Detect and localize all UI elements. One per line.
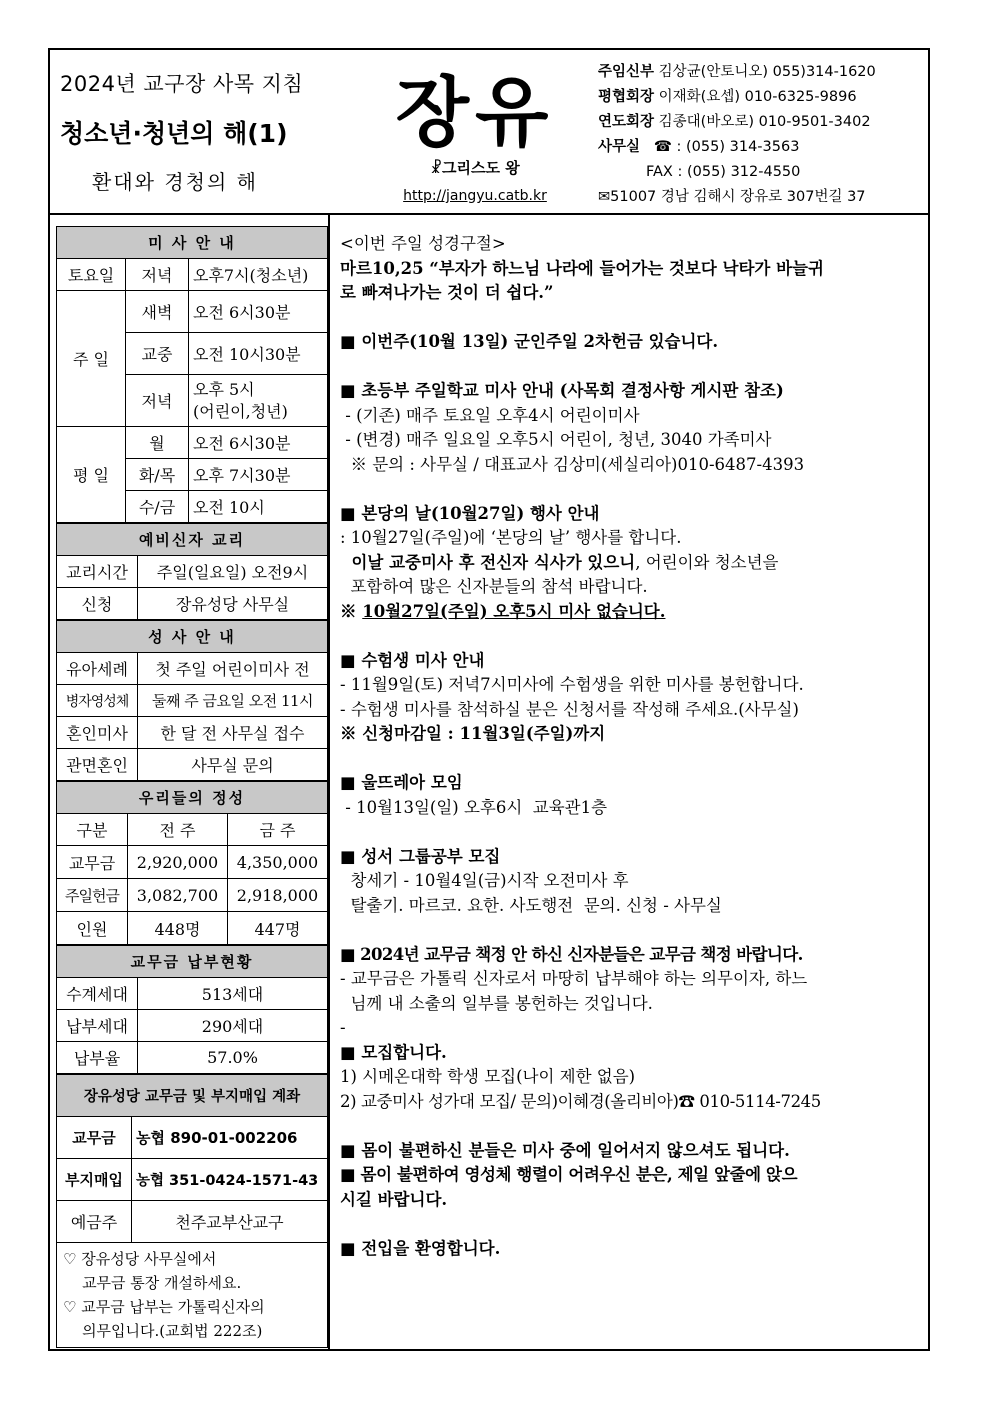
notice-line: ※ 문의 : 사무실 / 대표교사 김상미(세실리아)010-6487-4393 xyxy=(340,454,805,474)
weekday-tue-thu-detail: 오후 7시30분 xyxy=(189,459,328,491)
offering-prev: 448명 xyxy=(128,912,228,945)
sacrament-label: 관면혼인 xyxy=(57,749,138,781)
offering-curr: 447명 xyxy=(228,912,328,945)
notice-communion: ■ 몸이 불편하여 영성체 행렬이 어려우신 분은, 제일 앞줄에 앉으 xyxy=(340,1165,798,1184)
catechism-table xyxy=(56,523,328,620)
notice-welcome: ■ 전입을 환영합니다. xyxy=(340,1238,501,1258)
sacrament-value: 둘째 주 금요일 오전 11시 xyxy=(138,685,328,717)
weekday-wed-fri-detail: 오전 10시 xyxy=(189,491,328,523)
weekday-mon: 월 xyxy=(126,427,189,459)
saturday-time: 저녁 xyxy=(126,259,189,291)
offering-row-label: 인원 xyxy=(57,912,128,945)
sacraments-title: 성 사 안 내 xyxy=(57,621,328,653)
header-left xyxy=(50,50,350,213)
sacraments-table xyxy=(56,620,328,781)
saturday-label: 토요일 xyxy=(57,259,126,291)
contact-council: 평협회장 이재화(요셉) 010-6325-9896 xyxy=(598,89,857,105)
account-label: 부지매입 xyxy=(57,1159,132,1201)
offering-header: 금 주 xyxy=(228,814,328,846)
notice-line: 님께 내 소출의 일부를 봉헌하는 것입니다. xyxy=(340,993,653,1013)
notice-line: - 11월9일(토) 저녁7시미사에 수험생을 위한 미사를 봉헌합니다. xyxy=(340,675,804,694)
contact-prayer: 연도회장 김종대(바오로) 010-9501-3402 xyxy=(598,114,871,130)
announcements xyxy=(340,232,930,1261)
gospel-title: <이번 주일 성경구절> xyxy=(340,234,506,253)
account-number: 농협 351-0424-1571-43 xyxy=(132,1159,328,1201)
sacrament-label: 병자영성체 xyxy=(57,685,138,717)
contact-address: ✉51007 경남 김해시 장유로 307번길 37 xyxy=(598,189,866,205)
notice-recruit-title: ■ 모집합니다. xyxy=(340,1042,447,1062)
notice-exam-mass-title: ■ 수험생 미사 안내 xyxy=(340,650,485,670)
sacrament-value: 한 달 전 사무실 접수 xyxy=(138,717,328,749)
dues-value: 57.0% xyxy=(138,1042,328,1074)
catechism-apply-value: 장유성당 사무실 xyxy=(138,588,328,620)
diocese-guideline: 2024년 교구장 사목 지침 xyxy=(60,72,304,96)
dues-value: 513세대 xyxy=(138,978,328,1010)
note-line: 의무입니다.(교회법 222조) xyxy=(63,1322,263,1340)
note-line: 교무금 통장 개설하세요. xyxy=(63,1274,242,1292)
dues-title: 교무금 납부현황 xyxy=(57,946,328,978)
account-label: 교무금 xyxy=(57,1117,132,1159)
notice-dues-title: ■ 2024년 교무금 책정 안 하신 신자분들은 교무금 책정 바랍니다. xyxy=(340,944,803,964)
notice-line: - xyxy=(340,1018,346,1037)
account-number: 농협 890-01-002206 xyxy=(132,1117,328,1159)
sacrament-label: 혼인미사 xyxy=(57,717,138,749)
bulletin-frame xyxy=(48,48,930,1351)
notice-sunday-school-title: ■ 초등부 주일학교 미사 안내 (사목회 결정사항 게시판 참조) xyxy=(340,381,784,400)
sacrament-label: 유아세례 xyxy=(57,653,138,685)
catechism-apply-label: 신청 xyxy=(57,588,138,620)
sacrament-value: 첫 주일 어린이미사 전 xyxy=(138,653,328,685)
dues-label: 수계세대 xyxy=(57,978,138,1010)
contact-fax: FAX : (055) 312-4550 xyxy=(646,164,801,180)
notice-line: 포함하여 많은 신자분들의 참석 바랍니다. xyxy=(340,577,648,596)
notice-line: - 교무금은 가톨릭 신자로서 마땅히 납부해야 하는 의무이자, 하느 xyxy=(340,969,808,988)
column-divider xyxy=(328,215,330,1351)
dues-value: 290세대 xyxy=(138,1010,328,1042)
contact-office: 사무실 ☎ : (055) 314-3563 xyxy=(598,139,800,155)
notice-line: - (변경) 매주 일요일 오후5시 어린이, 청년, 3040 가족미사 xyxy=(340,430,772,449)
gospel-text-line: 로 빠져나가는 것이 더 쉽다.” xyxy=(340,283,554,302)
notice-no-mass: ※ 10월27일(주일) 오후5시 미사 없습니다. xyxy=(340,601,666,621)
offering-row-label: 교무금 xyxy=(57,846,128,879)
sunday-evening: 저녁 xyxy=(126,375,189,427)
offering-prev: 3,082,700 xyxy=(128,879,228,912)
offering-title: 우리들의 정성 xyxy=(57,782,328,814)
notice-line: 이날 교중미사 후 전신자 식사가 있으니, 어린이와 청소년을 xyxy=(340,552,779,572)
offering-header: 구분 xyxy=(57,814,128,846)
catechism-time-label: 교리시간 xyxy=(57,556,138,588)
note-line: ♡ 장유성당 사무실에서 xyxy=(63,1250,217,1268)
saturday-detail: 오후7시(청소년) xyxy=(189,259,328,291)
notice-2nd-collection: ■ 이번주(10월 13일) 군인주일 2차헌금 있습니다. xyxy=(340,332,719,351)
notice-line: 탈출기. 마르코. 요한. 사도행전 문의. 신청 - 사무실 xyxy=(340,895,722,915)
contact-pastor: 주임신부 김상균(안토니오) 055)314-1620 xyxy=(598,64,876,80)
catechism-time-value: 주일(일요일) 오전9시 xyxy=(138,556,328,588)
header-center xyxy=(350,50,600,213)
catechism-title: 예비신자 교리 xyxy=(57,524,328,556)
notice-deadline: ※ 신청마감일 : 11월3일(주일)까지 xyxy=(340,724,606,743)
liturgical-day: ☧그리스도 왕 xyxy=(430,159,520,177)
sidebar-table xyxy=(56,226,328,523)
offering-header: 전 주 xyxy=(128,814,228,846)
notice-parish-day-title: ■ 본당의 날(10월27일) 행사 안내 xyxy=(340,503,600,523)
weekday-tue-thu: 화/목 xyxy=(126,459,189,491)
notice-bible-study-title: ■ 성서 그룹공부 모집 xyxy=(340,846,501,866)
contact-info xyxy=(598,60,928,210)
sunday-dawn-detail: 오전 6시30분 xyxy=(189,291,328,333)
year-subtheme: 환대와 경청의 해 xyxy=(92,170,258,194)
notice-seated: ■ 몸이 불편하신 분들은 미사 중에 일어서지 않으셔도 됩니다. xyxy=(340,1140,790,1160)
offering-row-label: 주일헌금 xyxy=(57,879,128,912)
note-line: ♡ 교무금 납부는 가톨릭신자의 xyxy=(63,1298,265,1316)
account-table xyxy=(56,1074,328,1243)
sunday-main: 교중 xyxy=(126,333,189,375)
notice-line: 2) 교중미사 성가대 모집/ 문의)이혜경(올리비아)☎ 010-5114-7245 xyxy=(340,1091,821,1111)
notice-line: - 수험생 미사를 참석하실 분은 신청서를 작성해 주세요.(사무실) xyxy=(340,699,799,719)
notice-line: : 10월27일(주일)에 ‘본당의 날’ 행사를 합니다. xyxy=(340,528,682,547)
notice-communion-cont: 시길 바랍니다. xyxy=(340,1189,448,1209)
website-link[interactable]: http://jangyu.catb.kr xyxy=(403,188,547,204)
notice-line: - (기존) 매주 토요일 오후4시 어린이미사 xyxy=(340,405,640,425)
year-theme: 청소년·청년의 해(1) xyxy=(60,119,288,148)
weekday-label: 평 일 xyxy=(57,427,126,523)
header xyxy=(50,50,928,215)
account-holder: 천주교부산교구 xyxy=(132,1201,328,1243)
mass-guide-title: 미 사 안 내 xyxy=(57,227,328,259)
bulletin-title: 장유 xyxy=(395,68,555,157)
sacrament-value: 사무실 문의 xyxy=(138,749,328,781)
offering-curr: 4,350,000 xyxy=(228,846,328,879)
dues-label: 납부율 xyxy=(57,1042,138,1074)
dues-table xyxy=(56,945,328,1074)
weekday-mon-detail: 오전 6시30분 xyxy=(189,427,328,459)
account-title: 장유성당 교무금 및 부지매입 계좌 xyxy=(57,1075,328,1117)
weekday-wed-fri: 수/금 xyxy=(126,491,189,523)
offering-table xyxy=(56,781,328,945)
sidebar-notes xyxy=(56,1243,328,1348)
notice-ultreya-title: ■ 울뜨레아 모임 xyxy=(340,773,463,792)
notice-line: 창세기 - 10월4일(금)시작 오전미사 후 xyxy=(340,871,629,890)
offering-curr: 2,918,000 xyxy=(228,879,328,912)
notice-line: 1) 시메온대학 학생 모집(나이 제한 없음) xyxy=(340,1067,636,1086)
dues-label: 납부세대 xyxy=(57,1010,138,1042)
notice-line: - 10월13일(일) 오후6시 교육관1층 xyxy=(340,797,608,817)
offering-prev: 2,920,000 xyxy=(128,846,228,879)
sidebar xyxy=(56,226,328,1348)
gospel-text-line: 마르10,25 “부자가 하느님 나라에 들어가는 것보다 낙타가 바늘귀 xyxy=(340,258,824,278)
account-holder-label: 예금주 xyxy=(57,1201,132,1243)
sunday-dawn: 새벽 xyxy=(126,291,189,333)
sunday-main-detail: 오전 10시30분 xyxy=(189,333,328,375)
sunday-evening-detail: 오후 5시 (어린이,청년) xyxy=(189,375,328,427)
sunday-label: 주 일 xyxy=(57,291,126,427)
